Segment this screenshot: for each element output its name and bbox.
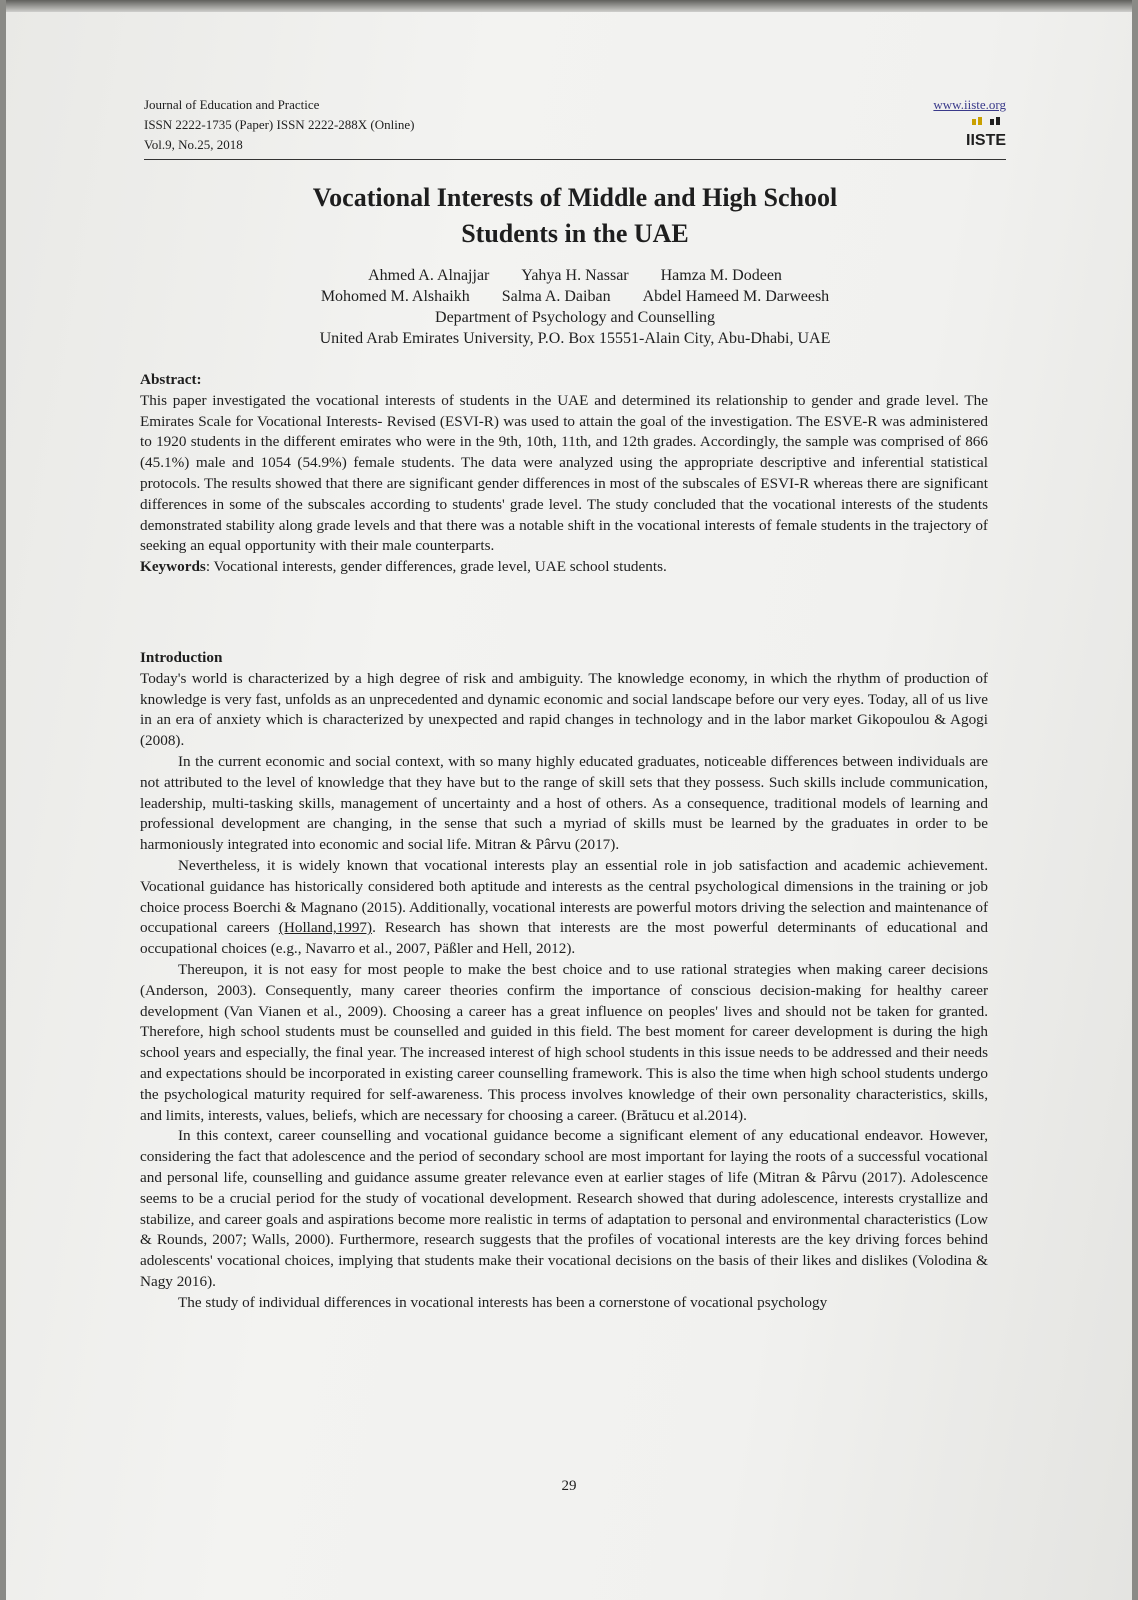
title-line-2: Students in the UAE xyxy=(461,219,689,248)
iiste-logo-icon xyxy=(966,117,1006,147)
author-block xyxy=(144,265,1006,349)
author-name: Mohomed M. Alshaikh xyxy=(320,288,470,305)
author-row-2 xyxy=(144,286,1006,307)
author-name: Ahmed A. Alnajjar xyxy=(368,267,490,284)
keywords-text: : Vocational interests, gender differences, grade level, UAE school students. xyxy=(205,558,667,576)
holland-citation-link[interactable]: (Holland,1997) xyxy=(278,919,373,937)
intro-paragraph-2: In the current economic and social context, with so many highly educated graduates, noticeable differences between individuals are not attributed to the level of knowledge that they have but to the range of skill sets that they possess. Such skills include communication, leadership, multi-tasking skills, management of uncertainty and a host of others. As a consequence, traditional models of learning and professional development are changing, in the sense that such a myriad of skills must be learned by the graduates in order to be harmoniously integrated into economic and social life. Mitran & Pârvu (2017). xyxy=(140,752,988,854)
intro-paragraph-5: In this context, career counselling and vocational guidance become a significant element of any educational endeavor. However, considering the fact that adolescence and the period of secondary school are most important for laying the roots of a successful vocational and personal life, counselling and guidance assume greater relevance even at earlier stages of life (Mitran & Pârvu (2017). Adolescence seems to be a crucial period for the study of vocational development. Research showed that during adolescence, interests crystallize and stabilize, and career goals and aspirations become more realistic in terms of adaptation to personal and environmental characteristics (Low & Rounds, 2007; Walls, 2000). Furthermore, research suggests that the profiles of vocational interests are the key driving forces behind adolescents' vocational choices, implying that students make their vocational decisions on the basis of their likes and dislikes (Volodina & Nagy 2016). xyxy=(140,1127,988,1290)
author-name: Salma A. Daiban xyxy=(501,288,611,305)
intro-paragraph-3-b: . Research has shown that interests are the most powerful determinants of educational and occupational choices (e.g., Navarro et al., 2007, Päßler and Hell, 2012). xyxy=(140,919,988,958)
introduction-section xyxy=(140,648,988,1314)
abstract-heading: Abstract: xyxy=(140,371,202,388)
journal-issn: ISSN 2222-1735 (Paper) ISSN 2222-288X (Online) xyxy=(144,117,415,132)
intro-paragraph-6: The study of individual differences in vocational interests has been a cornerstone of vocational psychology xyxy=(178,1293,828,1311)
header-rule xyxy=(144,159,1006,160)
logo-text: IISTE xyxy=(966,132,1006,147)
intro-paragraph-3-a: Nevertheless, it is widely known that vocational interests play an essential role in job satisfaction and academic achievement. Vocational guidance has historically considered both aptitude and interests as the central psychological dimensions in the training or job choice process Boerchi & Magnano (2015). Additionally, vocational interests are powerful motors driving the selection and maintenance of occupational careers xyxy=(140,856,988,937)
title-line-1: Vocational Interests of Middle and High School xyxy=(312,183,838,212)
author-name: Yahya H. Nassar xyxy=(521,267,629,284)
intro-paragraph-1: Today's world is characterized by a high degree of risk and ambiguity. The knowledge economy, in which the rhythm of production of knowledge is very fast, unfolds as an unprecedented and dynamic economic and social landscape before our very eyes. Today, all of us live in an era of anxiety which is characterized by unexpected and rapid changes in technology and in the labor market Gikopoulou & Agogi (2008). xyxy=(140,669,988,750)
author-affiliation: United Arab Emirates University, P.O. Box 15551-Alain City, Abu-Dhabi, UAE xyxy=(319,330,831,347)
page-number: 29 xyxy=(561,1478,577,1494)
keywords-label: Keywords xyxy=(140,558,206,576)
abstract-text: This paper investigated the vocational interests of students in the UAE and determined its relationship to gender and grade level. The Emirates Scale for Vocational Interests- Revised (ESVI-R) was used to attain the goal of the investigation. The ESVE-R was administered to 1920 students in the different emirates who were in the 9th, 10th, 11th, and 12th grades. Accordingly, the sample was comprised of 866 (45.1%) male and 1054 (54.9%) female students. The data were analyzed using the appropriate descriptive and inferential statistical protocols. The results showed that there are significant gender differences in most of the subscales of ESVI-R whereas there are significant differences in some of the subscales according to students' grade level. The study concluded that the vocational interests of the students demonstrated stability along grade levels and that there was a notable shift in the vocational interests of female students in the trajectory of seeking an equal opportunity with their male counterparts. xyxy=(140,391,988,555)
scan-top-edge xyxy=(6,0,1132,12)
publisher-logo xyxy=(886,95,1006,153)
journal-header xyxy=(144,95,1006,155)
journal-name: Journal of Education and Practice xyxy=(144,97,320,112)
keywords-line xyxy=(140,557,988,578)
abstract-section xyxy=(140,370,988,578)
paper-page xyxy=(6,0,1132,1600)
journal-url[interactable]: www.iiste.org xyxy=(933,97,1006,112)
author-name: Abdel Hameed M. Darweesh xyxy=(642,288,830,305)
author-row-1 xyxy=(144,265,1006,286)
author-department: Department of Psychology and Counselling xyxy=(435,309,715,326)
paper-title xyxy=(144,180,1006,252)
journal-volume: Vol.9, No.25, 2018 xyxy=(144,137,243,152)
intro-paragraph-4: Thereupon, it is not easy for most people to make the best choice and to use rational strategies when making career decisions (Anderson, 2003). Consequently, many career theories confirm the importance of conscious decision-making for healthy career development (Van Vianen et al., 2009). Choosing a career has a great influence on peoples' lives and should not be taken for granted. Therefore, high school students must be counselled and guided in this field. The best moment for career development is during the high school years and especially, the final year. The increased interest of high school students in this issue needs to be addressed and their needs and expectations should be incorporated in existing career counselling framework. This is also the time when high school students undergo the psychological maturity required for self-awareness. This process involves knowledge of their own personality characteristics, skills, and limits, interests, values, beliefs, which are necessary for choosing a career. (Brătucu et al.2014). xyxy=(140,960,988,1124)
intro-paragraph-3 xyxy=(140,856,988,960)
introduction-heading: Introduction xyxy=(140,649,223,666)
author-name: Hamza M. Dodeen xyxy=(660,267,782,284)
